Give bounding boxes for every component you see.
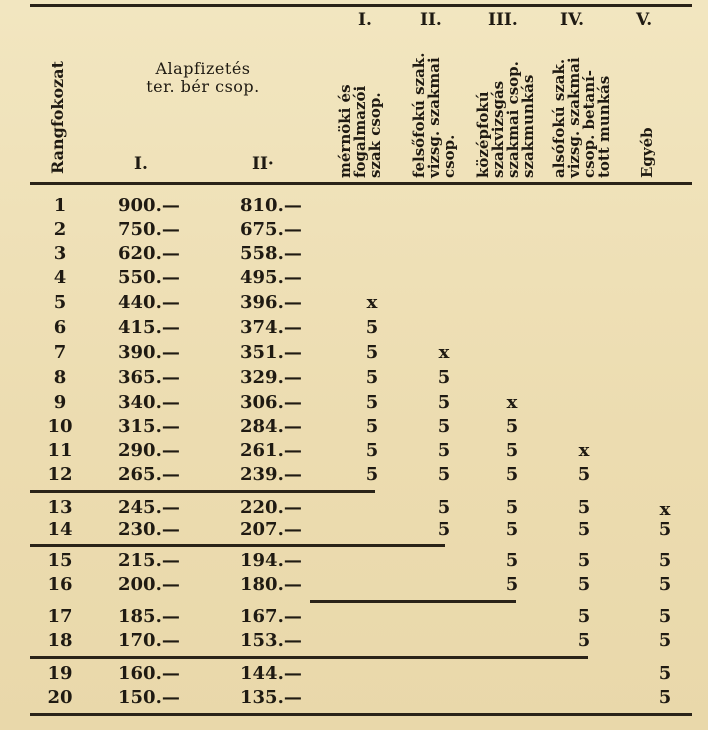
group-2-cell: x [438,342,450,363]
group-3-cell: 5 [505,464,519,485]
rank-cell: 13 [47,497,73,518]
top-rule [30,4,692,7]
group-5-cell: 5 [658,687,672,708]
pay1-cell: 620.— [118,243,180,264]
pay1-cell: 170.— [118,630,180,651]
pay2-cell: 810.— [240,195,302,216]
group-4-header: alsófokú szak. vizsg. szakmai csop. betaní- tott munkás [550,57,613,178]
pay1-cell: 245.— [118,497,180,518]
group-2-cell: 5 [437,497,451,518]
group-4-cell: 5 [577,497,591,518]
group-2-cell: 5 [437,519,451,540]
pay2-cell: 351.— [240,342,302,363]
pay2-cell: 396.— [240,292,302,313]
pay2-cell: 167.— [240,606,302,627]
group-4-cell: 5 [577,630,591,651]
rank-cell: 17 [47,606,73,627]
rank-cell: 19 [47,663,73,684]
group-2-cell: 5 [437,392,451,413]
group-5-cell: 5 [658,630,672,651]
group-1-cell: 5 [365,392,379,413]
rank-cell: 10 [47,416,73,437]
group-5-cell: 5 [658,519,672,540]
pay1-cell: 750.— [118,219,180,240]
pay2-cell: 239.— [240,464,302,485]
group-3-cell: 5 [505,497,519,518]
pay1-cell: 185.— [118,606,180,627]
rank-cell: 18 [47,630,73,651]
base-pay-header: Alapfizetés ter. bér csop. [146,59,260,96]
pay1-cell: 160.— [118,663,180,684]
pay2-cell: 144.— [240,663,302,684]
pay1-cell: 390.— [118,342,180,363]
pay1-cell: 230.— [118,519,180,540]
group-4-roman: IV. [560,10,585,30]
rank-cell: 8 [53,367,67,388]
group-2-cell: 5 [437,416,451,437]
rank-cell: 14 [47,519,73,540]
rank-cell: 20 [47,687,73,708]
pay2-cell: 180.— [240,574,302,595]
pay2-cell: 374.— [240,317,302,338]
group-3-cell: x [506,392,518,413]
group-5-header: Egyéb [638,127,656,178]
separator-after-14 [30,544,445,547]
bottom-rule [30,713,692,716]
pay1-cell: 550.— [118,267,180,288]
pay1-cell: 900.— [118,195,180,216]
pay1-cell: 150.— [118,687,180,708]
group-2-cell: 5 [437,367,451,388]
group-3-cell: 5 [505,519,519,540]
pay2-cell: 153.— [240,630,302,651]
separator-after-18 [30,656,588,659]
separator-after-16 [310,600,516,603]
pay2-cell: 220.— [240,497,302,518]
rank-cell: 6 [53,317,67,338]
pay1-cell: 415.— [118,317,180,338]
group-1-header: mérnöki és fogalmazói szak csop. [336,84,384,178]
group-3-cell: 5 [505,550,519,571]
rank-cell: 12 [47,464,73,485]
group-5-cell: 5 [658,574,672,595]
pay1-cell: 315.— [118,416,180,437]
pay2-cell: 207.— [240,519,302,540]
pay2-cell: 135.— [240,687,302,708]
group-1-roman: I. [358,10,372,30]
pay1-cell: 200.— [118,574,180,595]
separator-after-12 [30,490,375,493]
rank-header: Rangfokozat [48,60,67,174]
pay2-cell: 329.— [240,367,302,388]
group-3-cell: 5 [505,440,519,461]
pay2-cell: 495.— [240,267,302,288]
pay1-cell: 340.— [118,392,180,413]
group-1-cell: 5 [365,416,379,437]
pay1-cell: 215.— [118,550,180,571]
group-5-roman: V. [636,10,653,30]
group-1-cell: x [366,292,378,313]
header-bottom-rule [30,182,692,185]
pay2-cell: 261.— [240,440,302,461]
rank-cell: 9 [53,392,67,413]
pay2-cell: 306.— [240,392,302,413]
group-3-cell: 5 [505,416,519,437]
group-4-cell: x [578,440,590,461]
pay1-cell: 290.— [118,440,180,461]
rank-cell: 1 [53,195,67,216]
pay-col-1-header: I. [134,154,148,174]
group-5-cell: 5 [658,550,672,571]
group-1-cell: 5 [365,367,379,388]
rank-cell: 2 [53,219,67,240]
group-1-cell: 5 [365,440,379,461]
group-1-cell: 5 [365,342,379,363]
group-4-cell: 5 [577,574,591,595]
pay1-cell: 440.— [118,292,180,313]
group-2-roman: II. [420,10,442,30]
group-4-cell: 5 [577,606,591,627]
group-5-cell: x [659,499,671,520]
group-1-cell: 5 [365,317,379,338]
rank-cell: 5 [53,292,67,313]
pay2-cell: 284.— [240,416,302,437]
group-3-roman: III. [488,10,518,30]
group-2-cell: 5 [437,440,451,461]
group-1-cell: 5 [365,464,379,485]
pay1-cell: 365.— [118,367,180,388]
pay1-cell: 265.— [118,464,180,485]
pay2-cell: 675.— [240,219,302,240]
group-5-cell: 5 [658,663,672,684]
group-4-cell: 5 [577,464,591,485]
rank-cell: 7 [53,342,67,363]
rank-cell: 15 [47,550,73,571]
pay2-cell: 558.— [240,243,302,264]
group-5-cell: 5 [658,606,672,627]
rank-cell: 3 [53,243,67,264]
rank-cell: 16 [47,574,73,595]
group-2-cell: 5 [437,464,451,485]
group-4-cell: 5 [577,550,591,571]
group-4-cell: 5 [577,519,591,540]
group-2-header: felsőfokú szak. vizsg. szakmai csop. [410,52,458,178]
group-3-header: középfokú szakvizsgás szakmai csop. szakmunkás [474,61,537,178]
pay2-cell: 194.— [240,550,302,571]
pay-col-2-header: II· [252,154,274,174]
rank-cell: 4 [53,267,67,288]
group-3-cell: 5 [505,574,519,595]
rank-cell: 11 [47,440,73,461]
